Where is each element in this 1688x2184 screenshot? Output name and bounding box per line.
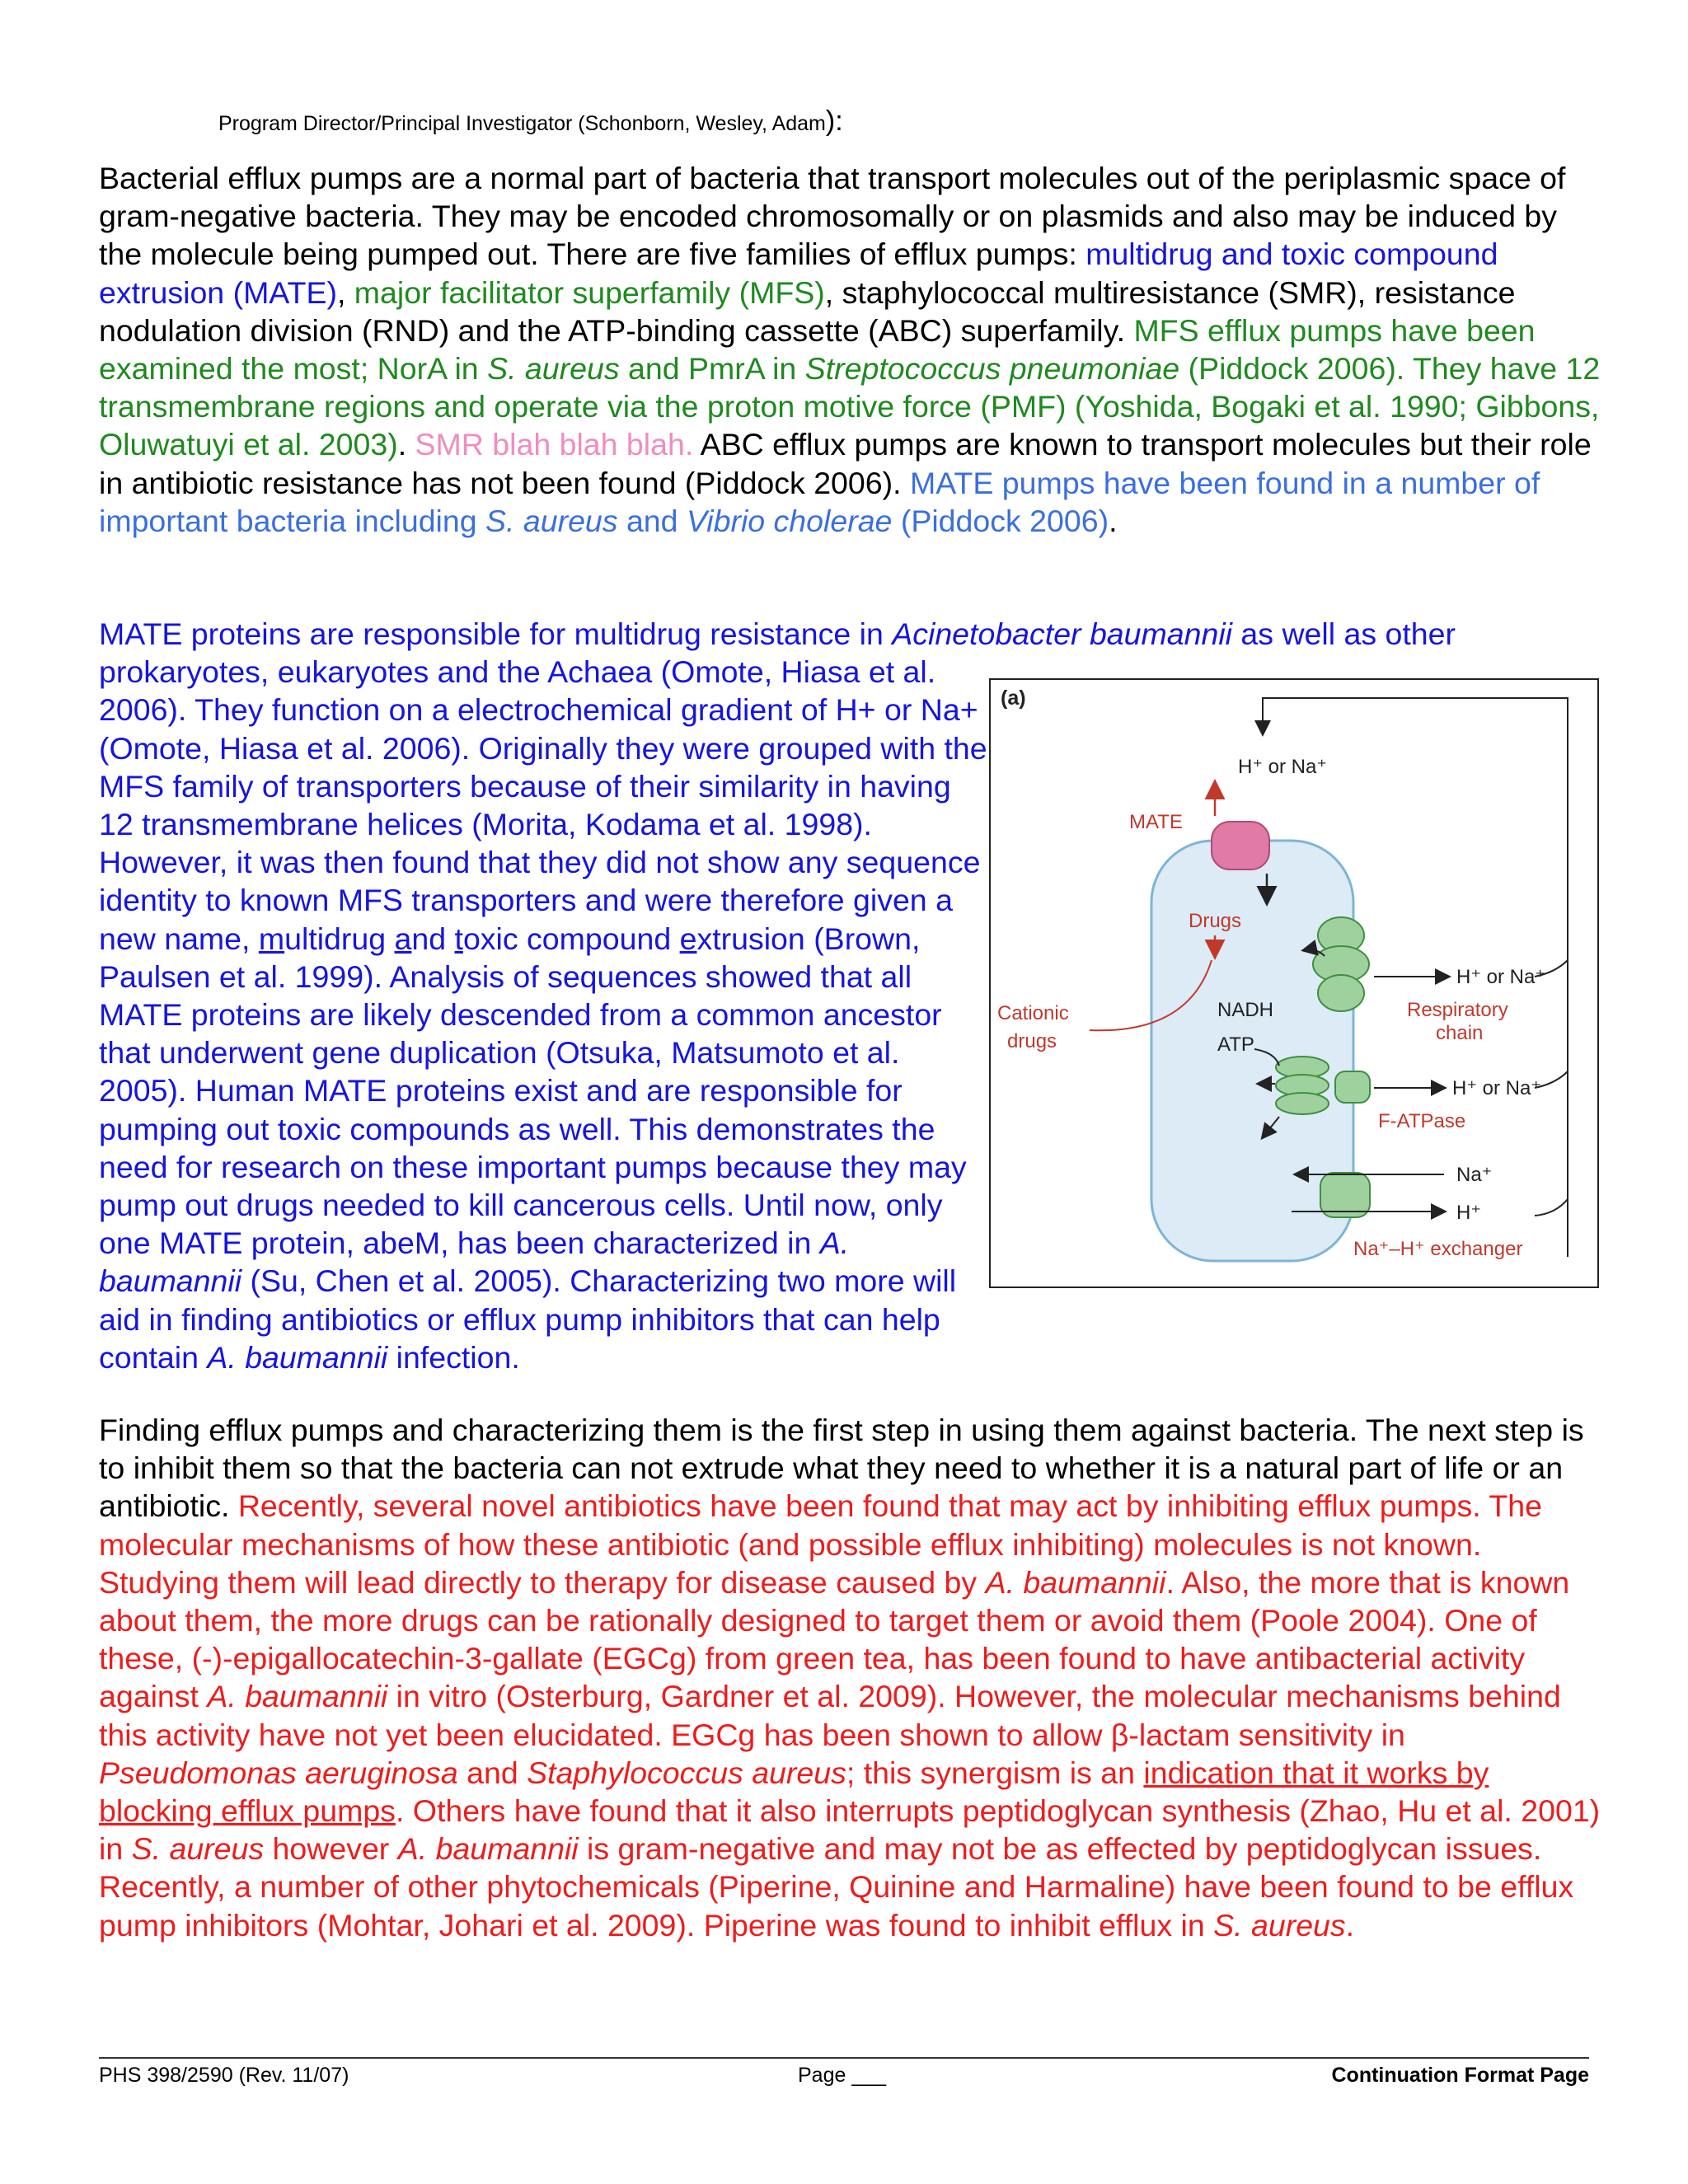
resp-label-1: Respiratory [1407,999,1508,1021]
p3-text: however [264,1831,398,1867]
p2-species: A. baumannii [207,1339,388,1375]
p1-mate-term: multidrug and toxic compound extrusion (MATE) [99,237,1498,310]
p1-mfs-text: MFS efflux pumps have been examined the most; NorA in [99,312,1536,387]
resp-ion-label: H⁺ or Na⁺ [1456,966,1546,988]
p3-text: in vitro (Osterburg, Gardner et al. 2009). However, the molecular mechanisms behind this activity have not yet been elucidated. EGCg has been shown to allow β-lactam sensitivity in [99,1679,1561,1752]
p1-text: , [336,274,354,310]
p3-species: Staphylococcus aureus [527,1755,846,1790]
p3-text: is gram-negative and may not be as effected by peptidoglycan issues. Recently, a number of other phytochemicals (Piperine, Quinine and Harmaline) have been found to be efflux pump inhibitors (Mohtar, Johari et al. 2009). Piperine was found to inhibit efflux in [99,1831,1574,1943]
p1-text: Bacterial efflux pumps are a normal part of bacteria that transport molecules out of the periplasmic space of gram-negative bacteria. They may be encoded chromosomally or on plasmids and also may be induced by the molecule being pumped out. There are five families of efflux pumps: [99,161,1566,272]
atpase-ion-label: H⁺ or Na⁺ [1452,1077,1542,1099]
panel-label: (a) [1001,687,1026,710]
p1-smr-placeholder: SMR blah blah blah. [415,427,694,462]
p3-text: . [1345,1907,1355,1943]
footer-form-number: PHS 398/2590 (Rev. 11/07) [99,2064,349,2087]
p1-mate-text: MATE pumps have been found in a number of important bacteria including [99,465,1540,538]
p2-acronym-letter: a [394,921,412,956]
p3-text: Finding efflux pumps and characterizing them is the first step in using them against bacteria. The next step is to inhibit them so that the bacteria can not extrude what they need to whether it is a natural part of life or an antibiotic. [99,1413,1584,1524]
p3-text: Recently, several novel antibiotics have been found that may act by inhibiting efflux pumps. The molecular mechanisms of how these antibiotic (and possible efflux inhibiting) molecules is not known. Studying them will lead directly to therapy for disease caused by [99,1488,1543,1600]
p3-text: . Also, the more that is known about them, the more drugs can be rationally designed to target them or avoid them (Poole 2004). One of these, (-)-epigallocatechin-3-gallate (EGCg) from green tea, has been found to have antibacterial activity against [99,1564,1570,1714]
p1-text: . [397,427,415,462]
mate-label: MATE [1129,811,1183,833]
p1-mfs-term: major facilitator superfamily (MFS) [354,274,825,310]
mate-transporter [1212,822,1269,869]
p1-species: S. aureus [487,351,620,387]
p2-species: Acinetobacter baumannii [892,616,1232,651]
p2-acronym-letter: t [454,921,463,956]
footer-format-label: Continuation Format Page [1331,2064,1589,2087]
exchanger-label: Na⁺–H⁺ exchanger [1353,1238,1523,1260]
p2-text: (Su, Chen et al. 2005). Characterizing two more will aid in finding antibiotics or efflux pump inhibitors that can help contain [99,1263,957,1375]
p1-mfs-text: and PmrA in [619,351,805,387]
exchanger-protein [1320,1173,1370,1217]
p1-species: Streptococcus pneumoniae [804,351,1180,387]
f-atpase-protein [1276,1057,1370,1114]
page-header [218,105,843,138]
p1-mate-text: and [617,503,687,538]
atp-label: ATP [1217,1033,1254,1056]
p2-text: xtrusion (Brown, Paulsen et al. 1999). Analysis of sequences showed that all MATE proteins are likely descended from a common ancestor that underwent gene duplication (Otsuka, Matsumoto et al. 2005). Human MATE proteins exist and are responsible for pumping out toxic compounds as well. This demonstrates the need for research on these important pumps because they may pump out drugs needed to kill cancerous cells. Until now, only one MATE protein, abeM, has been characterized in [99,921,967,1261]
figure-diagram [991,680,1597,1286]
paragraph-efflux-families [99,159,1607,540]
p3-underlined-claim: indication that it works by blocking efflux pumps [99,1755,1489,1829]
footer-page-number: Page ___ [798,2064,887,2087]
p1-text: ABC efflux pumps are known to transport molecules but their role in antibiotic resistance has not been found (Piddock 2006). [99,427,1592,500]
p2-text: ultidrug [284,921,395,956]
resp-label-2: chain [1436,1022,1484,1044]
atpase-label: F-ATPase [1378,1110,1466,1132]
ion-top-label: H⁺ or Na⁺ [1238,756,1328,778]
p3-species: A. baumannii [207,1679,388,1714]
p1-mfs-text: (Piddock 2006). They have 12 transmembrane regions and operate via the proton motive force (PMF) (Yoshida, Bogaki et al. 1990; Gibbons, Oluwatuyi et al. 2003) [99,351,1601,462]
p3-text: ; this synergism is an [846,1755,1144,1790]
nadh-label: NADH [1217,999,1274,1021]
p1-mate-text: (Piddock 2006) [892,503,1109,538]
p2-text: as well as other prokaryotes, eukaryotes and the Achaea (Omote, Hiasa et al. 2006). They function on a electrochemical gradient of H+ or Na+ (Omote, Hiasa et al. 2006). Originally they were grouped with the MFS family of transporters because of their similarity in having 12 transmembrane helices (Morita, Kodama et al. 1998). However, it was then found that they did not show any sequence identity to known MFS transporters and were therefore given a new name, [99,616,1456,956]
header-label: Program Director/Principal Investigator (Schonborn, Wesley, Adam [218,112,826,135]
exchanger-na-label: Na⁺ [1456,1164,1493,1186]
paragraph-efflux-inhibitors [99,1411,1607,1944]
p1-species: S. aureus [485,503,618,538]
p1-text: . [1109,503,1118,538]
p2-species: A. baumannii [99,1226,850,1299]
p3-text: and [457,1755,528,1790]
p3-species: S. aureus [1213,1907,1346,1943]
p3-species: Pseudomonas aeruginosa [99,1755,458,1790]
efflux-pump-figure [989,678,1599,1288]
cationic-label-1: Cationic [997,1002,1069,1024]
p1-text: , staphylococcal multiresistance (SMR), resistance nodulation division (RND) and the ATP-binding cassette (ABC) superfamily. [99,274,1516,348]
p3-species: S. aureus [131,1831,265,1867]
p1-species: Vibrio cholerae [686,503,893,538]
footer-divider [99,2057,1589,2059]
header-close-paren: ): [825,105,843,137]
p2-text: MATE proteins are responsible for multidrug resistance in [99,616,893,651]
p2-text: infection. [387,1339,520,1375]
cationic-label-2: drugs [1007,1030,1057,1052]
respiratory-chain-protein [1313,917,1369,1011]
p2-acronym-letter: e [679,921,697,956]
exchanger-h-label: H⁺ [1456,1202,1481,1224]
p3-species: A. baumannii [397,1831,579,1867]
p2-text: oxic compound [462,921,680,956]
p3-species: A. baumannii [985,1564,1166,1600]
p2-text: nd [411,921,455,956]
drugs-label: Drugs [1189,910,1242,932]
p2-acronym-letter: m [258,921,285,956]
p3-text: . Others have found that it also interrupts peptidoglycan synthesis (Zhao, Hu et al. 2001) in [99,1793,1601,1867]
